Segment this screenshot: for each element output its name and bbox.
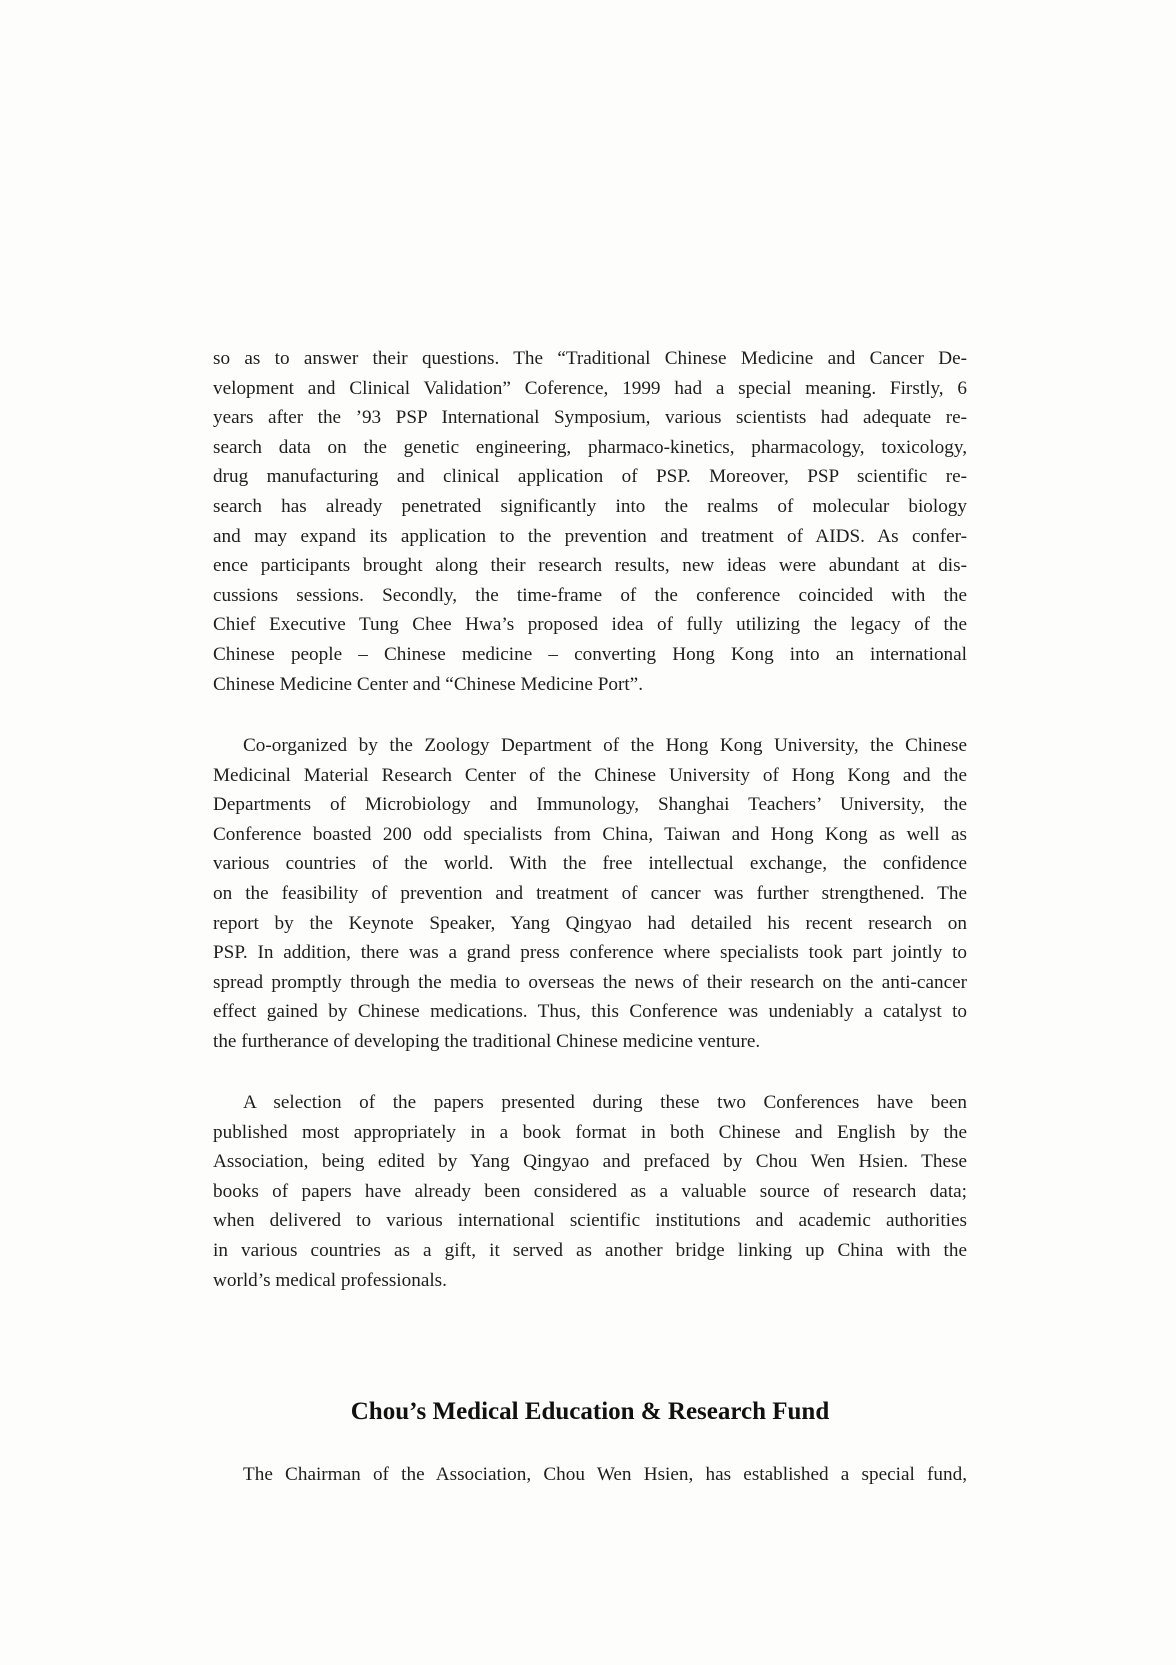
text-line: Departments of Microbiology and Immunology, Shanghai Teachers’ University, the [213, 794, 967, 816]
text-line: in various countries as a gift, it served as another bridge linking up China with the [213, 1239, 967, 1261]
text-line: spread promptly through the media to overseas the news of their research on the anti-cancer [213, 971, 967, 993]
paragraph-co-organizers [213, 731, 967, 1057]
text-line: Chinese Medicine Center and “Chinese Medicine Port”. [213, 673, 643, 695]
text-line: so as to answer their questions. The “Traditional Chinese Medicine and Cancer De- [213, 348, 967, 369]
text-line: Conference boasted 200 odd specialists from China, Taiwan and Hong Kong as well as [213, 823, 967, 845]
paragraph-conference-meaning [213, 344, 967, 699]
text-line: velopment and Clinical Validation” Coference, 1999 had a special meaning. Firstly, 6 [213, 377, 967, 399]
text-line: effect gained by Chinese medications. Thus, this Conference was undeniably a catalyst to [213, 1001, 967, 1023]
paragraph-fund-intro [213, 1460, 967, 1490]
text-line: The Chairman of the Association, Chou Wen Hsien, has established a special fund, [243, 1464, 967, 1485]
text-line: A selection of the papers presented during these two Conferences have been [243, 1092, 967, 1113]
text-line: Association, being edited by Yang Qingyao and prefaced by Chou Wen Hsien. These [213, 1151, 967, 1173]
text-line: ence participants brought along their research results, new ideas were abundant at dis- [213, 555, 967, 577]
section-heading: Chou’s Medical Education & Research Fund [350, 1398, 830, 1425]
text-line: published most appropriately in a book format in both Chinese and English by the [213, 1121, 967, 1143]
text-line: Chief Executive Tung Chee Hwa’s proposed idea of fully utilizing the legacy of the [213, 614, 967, 636]
text-line: Medicinal Material Research Center of the Chinese University of Hong Kong and the [213, 764, 967, 786]
text-line: Chinese people – Chinese medicine – converting Hong Kong into an international [213, 643, 967, 665]
text-line: report by the Keynote Speaker, Yang Qingyao had detailed his recent research on [213, 912, 967, 934]
text-line: and may expand its application to the prevention and treatment of AIDS. As confer- [213, 525, 967, 547]
text-line: years after the ’93 PSP International Symposium, various scientists had adequate re- [213, 407, 967, 429]
text-line: search data on the genetic engineering, pharmaco-kinetics, pharmacology, toxicology, [213, 436, 967, 458]
text-line: cussions sessions. Secondly, the time-frame of the conference coincided with the [213, 584, 967, 606]
paragraph-published-papers [213, 1088, 967, 1295]
text-line: the furtherance of developing the traditional Chinese medicine venture. [213, 1030, 761, 1052]
text-line: drug manufacturing and clinical application of PSP. Moreover, PSP scientific re- [213, 466, 967, 488]
text-line: search has already penetrated significantly into the realms of molecular biology [213, 495, 967, 517]
text-line: world’s medical professionals. [213, 1269, 447, 1291]
text-line: various countries of the world. With the free intellectual exchange, the confidence [213, 853, 967, 875]
text-line: books of papers have already been considered as a valuable source of research data; [213, 1180, 967, 1202]
text-line: PSP. In addition, there was a grand press conference where specialists took part jointly to [213, 942, 967, 964]
text-line: when delivered to various international scientific institutions and academic authorities [213, 1210, 967, 1232]
text-line: on the feasibility of prevention and treatment of cancer was further strengthened. The [213, 882, 967, 904]
text-line: Co-organized by the Zoology Department of the Hong Kong University, the Chinese [243, 735, 967, 756]
